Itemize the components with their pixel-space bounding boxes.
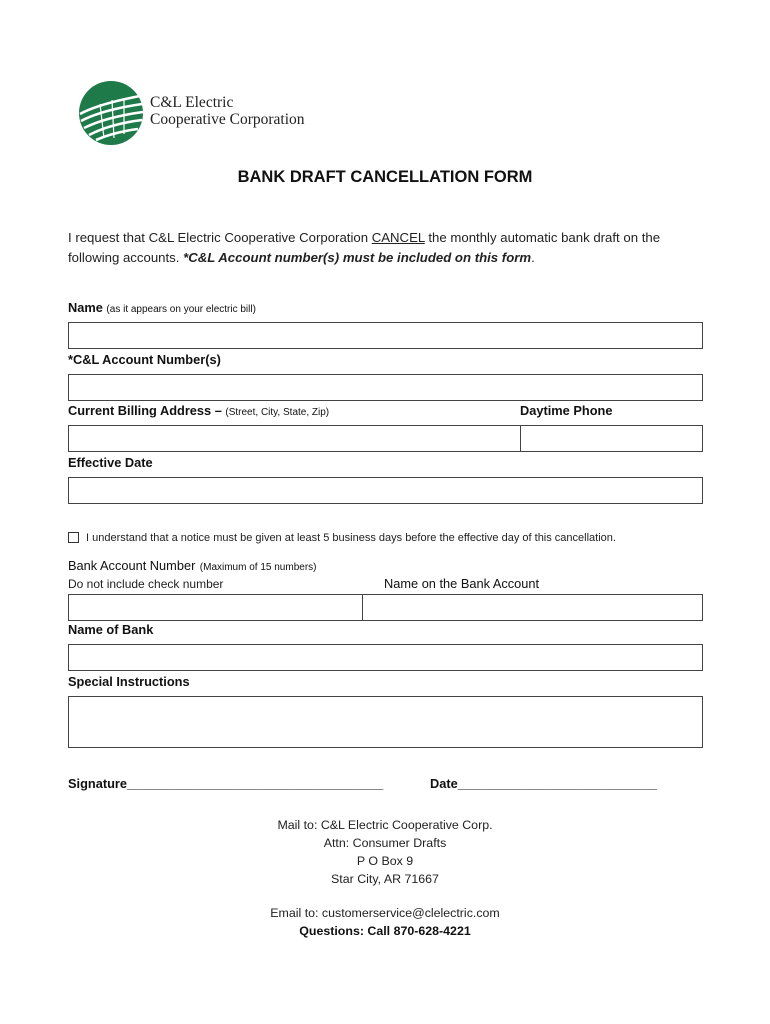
- questions-line: Questions: Call 870-628-4221: [299, 924, 471, 938]
- bank-account-hint: (Maximum of 15 numbers): [199, 562, 317, 573]
- address-label-row: [68, 403, 329, 418]
- address-field[interactable]: [68, 425, 521, 452]
- bank-account-number-field[interactable]: [68, 594, 363, 621]
- address-label: Current Billing Address –: [68, 403, 222, 418]
- date-label: Date: [430, 776, 458, 791]
- company-logo-icon: [78, 80, 144, 146]
- email-line: Email to: customerservice@clelectric.com: [270, 906, 500, 920]
- date-line[interactable]: ____________________________: [457, 776, 658, 791]
- name-on-account-field[interactable]: [362, 594, 703, 621]
- intro-part-2: the monthly automatic bank draft on the following accounts.: [68, 230, 661, 265]
- name-field[interactable]: [68, 322, 703, 349]
- address-hint: (Street, City, State, Zip): [225, 407, 330, 418]
- intro-part-1: I request that C&L Electric Cooperative Corporation: [68, 230, 372, 245]
- date-row: [430, 776, 657, 791]
- intro-paragraph: [68, 228, 708, 268]
- notice-text: I understand that a notice must be given at least 5 business days before the effective day of this cancellation.: [86, 532, 616, 544]
- signature-label: Signature: [68, 776, 128, 791]
- bank-account-note: Do not include check number: [68, 577, 224, 591]
- form-title: BANK DRAFT CANCELLATION FORM: [237, 168, 533, 186]
- phone-field[interactable]: [520, 425, 703, 452]
- effective-date-label: Effective Date: [68, 455, 153, 470]
- signature-line[interactable]: ____________________________________: [127, 776, 384, 791]
- org-line-2: Cooperative Corporation: [150, 111, 305, 128]
- mail-line-3: P O Box 9: [356, 854, 414, 868]
- account-number-field[interactable]: [68, 374, 703, 401]
- bank-name-label: Name of Bank: [68, 622, 154, 637]
- name-on-account-label: Name on the Bank Account: [384, 576, 540, 591]
- account-label: *C&L Account Number(s): [68, 352, 221, 367]
- signature-row: [68, 776, 383, 791]
- org-line-1: C&L Electric: [150, 94, 234, 111]
- effective-date-field[interactable]: [68, 477, 703, 504]
- bank-account-label: Bank Account Number: [68, 558, 196, 573]
- special-instructions-label: Special Instructions: [68, 674, 190, 689]
- special-instructions-field[interactable]: [68, 696, 703, 748]
- notice-checkbox[interactable]: [68, 532, 79, 543]
- name-label-row: [68, 300, 256, 315]
- mail-line-2: Attn: Consumer Drafts: [323, 836, 447, 850]
- mail-line-4: Star City, AR 71667: [331, 872, 439, 886]
- bank-account-label-row: [68, 557, 316, 575]
- mail-line-1: Mail to: C&L Electric Cooperative Corp.: [277, 818, 493, 832]
- organization-name: [150, 94, 305, 128]
- name-label: Name: [68, 300, 103, 315]
- phone-label: Daytime Phone: [520, 403, 613, 418]
- intro-cancel: CANCEL: [371, 230, 425, 245]
- bank-name-field[interactable]: [68, 644, 703, 671]
- name-hint: (as it appears on your electric bill): [106, 304, 256, 315]
- intro-emphasis: *C&L Account number(s) must be included on this form: [183, 250, 532, 265]
- intro-end: .: [531, 250, 535, 265]
